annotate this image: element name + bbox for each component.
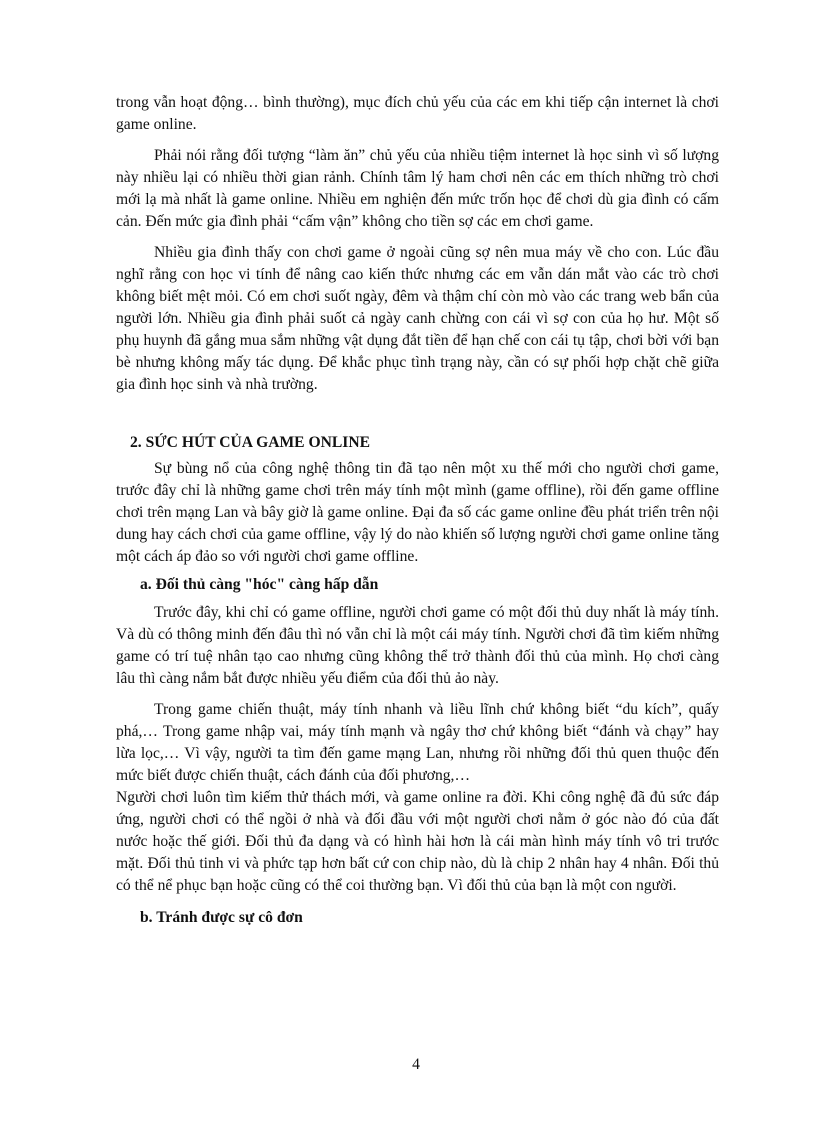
- section-intro: Sự bùng nổ của công nghệ thông tin đã tạo nên một xu thế mới cho người chơi game, trước đây chỉ là những game chơi trên máy tính một mình (game offline), rồi đến game offline chơi trên mạng Lan và bây giờ là game online. Đại đa số các game online đều phát triển trên nội dung hay cách chơi của game offline, vậy lý do nào khiến số lượng người chơi game online tăng một cách áp đảo so với người chơi game offline.: [116, 460, 719, 565]
- subheading-a: a. Đối thủ càng "hóc" càng hấp dẫn: [140, 576, 379, 593]
- paragraph-a3: Người chơi luôn tìm kiếm thử thách mới, và game online ra đời. Khi công nghệ đã đủ sức đáp ứng, người chơi có thể ngồi ở nhà và đối đầu với một người chơi nằm ở góc nào đó của đất nước hoặc thế giới. Đối thủ đa dạng và có hình hài hơn là cái màn hình máy tính vô tri trước mặt. Đối thủ tinh vi và phức tạp hơn bất cứ con chip nào, dù là chip 2 nhân hay 4 nhân. Đối thủ có thể nể phục bạn hoặc cũng có thể coi thường bạn. Vì đối thủ của bạn là một con người.: [116, 789, 719, 894]
- paragraph-3: Nhiều gia đình thấy con chơi game ở ngoài cũng sợ nên mua máy về cho con. Lúc đầu nghĩ rằng con học vi tính để nâng cao kiến thức nhưng các em vẫn dán mắt vào các trò chơi không biết mệt mỏi. Có em chơi suốt ngày, đêm và thậm chí còn mò vào các trang web bẩn của người lớn. Nhiều gia đình phải suốt cả ngày canh chừng con cái vì sợ con của họ hư. Một số phụ huynh đã gắng mua sắm những vật dụng đắt tiền để hạn chế con cái tụ tập, chơi bời với bạn bè nhưng không mấy tác dụng. Để khắc phục tình trạng này, cần có sự phối hợp chặt chẽ giữa gia đình học sinh và nhà trường.: [116, 244, 719, 393]
- paragraph-2: Phải nói rằng đối tượng “làm ăn” chủ yếu của nhiều tiệm internet là học sinh vì số lượng này nhiều lại có nhiều thời gian rảnh. Chính tâm lý ham chơi nên các em thích những trò chơi mới lạ mà nhất là game online. Nhiều em nghiện đến mức trốn học để chơi dù gia đình có cấm cản. Đến mức gia đình phải “cấm vận” không cho tiền sợ các em chơi game.: [116, 147, 719, 230]
- paragraph-a1: Trước đây, khi chỉ có game offline, người chơi game có một đối thủ duy nhất là máy tính. Và dù có thông minh đến đâu thì nó vẫn chỉ là một cái máy tính. Người chơi đã tìm kiếm những game có trí tuệ nhân tạo cao nhưng cũng không thể trở thành đối thủ của mình. Họ chơi càng lâu thì càng nắm bắt được nhiều yếu điểm của đối thủ ảo này.: [116, 604, 719, 687]
- subheading-b: b. Tránh được sự cô đơn: [140, 909, 303, 926]
- paragraph-a2: Trong game chiến thuật, máy tính nhanh và liều lĩnh chứ không biết “du kích”, quấy phá,… Trong game nhập vai, máy tính mạnh và ngây thơ chứ không biết “đánh và chạy” hay lừa lọc,… Vì vậy, người ta tìm đến game mạng Lan, nhưng rồi những đối thủ quen thuộc đến mức biết được chiến thuật, cách đánh của đối phương,…: [116, 701, 719, 784]
- paragraph-1: trong vẫn hoạt động… bình thường), mục đích chủ yếu của các em khi tiếp cận internet là chơi game online.: [116, 94, 719, 133]
- page-number: 4: [412, 1056, 420, 1073]
- document-page: [116, 92, 719, 935]
- section-heading: 2. SỨC HÚT CỦA GAME ONLINE: [130, 434, 370, 451]
